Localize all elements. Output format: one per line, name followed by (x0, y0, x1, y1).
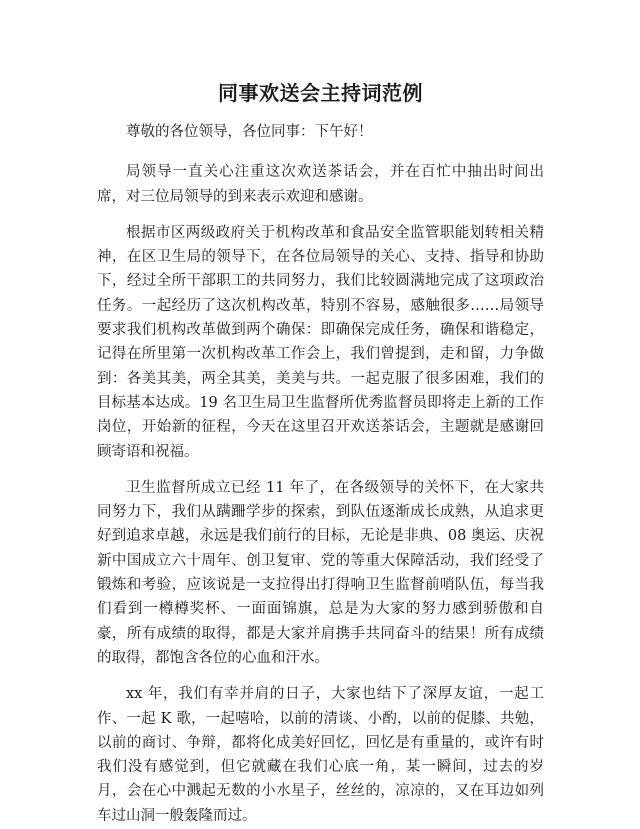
document-title: 同事欢送会主持词范例 (218, 81, 423, 105)
body-paragraph-memories: xx 年，我们有幸并肩的日子，大家也结下了深厚友谊，一起工作、一起 K 歌，一起嘻哈，以前的清谈、小酌，以前的促膝、共勉，以前的商讨、争辩，都将化成美好回忆，回忆是有重量的，或许有时我们没有感觉到，但它就藏在我们心底一角，某一瞬间，过去的岁月，会在心中溅起无数的小水星子，丝丝的，凉凉的，又在耳边如列车过山洞一般轰隆而过。 (97, 686, 544, 824)
body-paragraph-reform: 根据市区两级政府关于机构改革和食品安全监管职能划转相关精神，在区卫生局的领导下，在各位局领导的关心、支持、指导和协助下，经过全所干部职工的共同努力，我们比较圆满地完成了这项政治任务。一起经历了这次机构改革，特别不容易，感触很多……局领导要求我们机构改革做到两个确保：即确保完成任务，确保和谐稳定，记得在所里第一次机构改革工作会上，我们曾提到，走和留，力争做到：各美其美，两全其美，美美与共。一起克服了很多困难，我们的目标基本达成。19 名卫生局卫生监督所优秀监督员即将走上新的工作岗位，开始新的征程，今天在这里召开欢送茶话会，主题就是感谢回顾寄语和祝福。 (97, 224, 544, 460)
body-paragraph-welcome: 局领导一直关心注重这次欢送茶话会，并在百忙中抽出时间出席，对三位局领导的到来表示欢迎和感谢。 (97, 164, 544, 205)
body-paragraph-history: 卫生监督所成立已经 11 年了，在各级领导的关怀下，在大家共同努力下，我们从蹒跚学步的探索，到队伍逐渐成长成熟，从追求更好到追求卓越，永远是我们前行的目标，无论是非典、08 奥运、庆祝新中国成立六十周年、创卫复审、党的等重大保障活动，我们经受了锻炼和考验，应该说是一支拉得出打得响卫生监督前哨队伍，每当我们看到一樽樽奖杯、一面面锦旗，总是为大家的努力感到骄傲和自豪，所有成绩的取得，都是大家并肩携手共同奋斗的结果！所有成绩的取得，都饱含各位的心血和汗水。 (97, 479, 544, 666)
greeting-paragraph: 尊敬的各位领导，各位同事：下午好！ (126, 124, 373, 140)
